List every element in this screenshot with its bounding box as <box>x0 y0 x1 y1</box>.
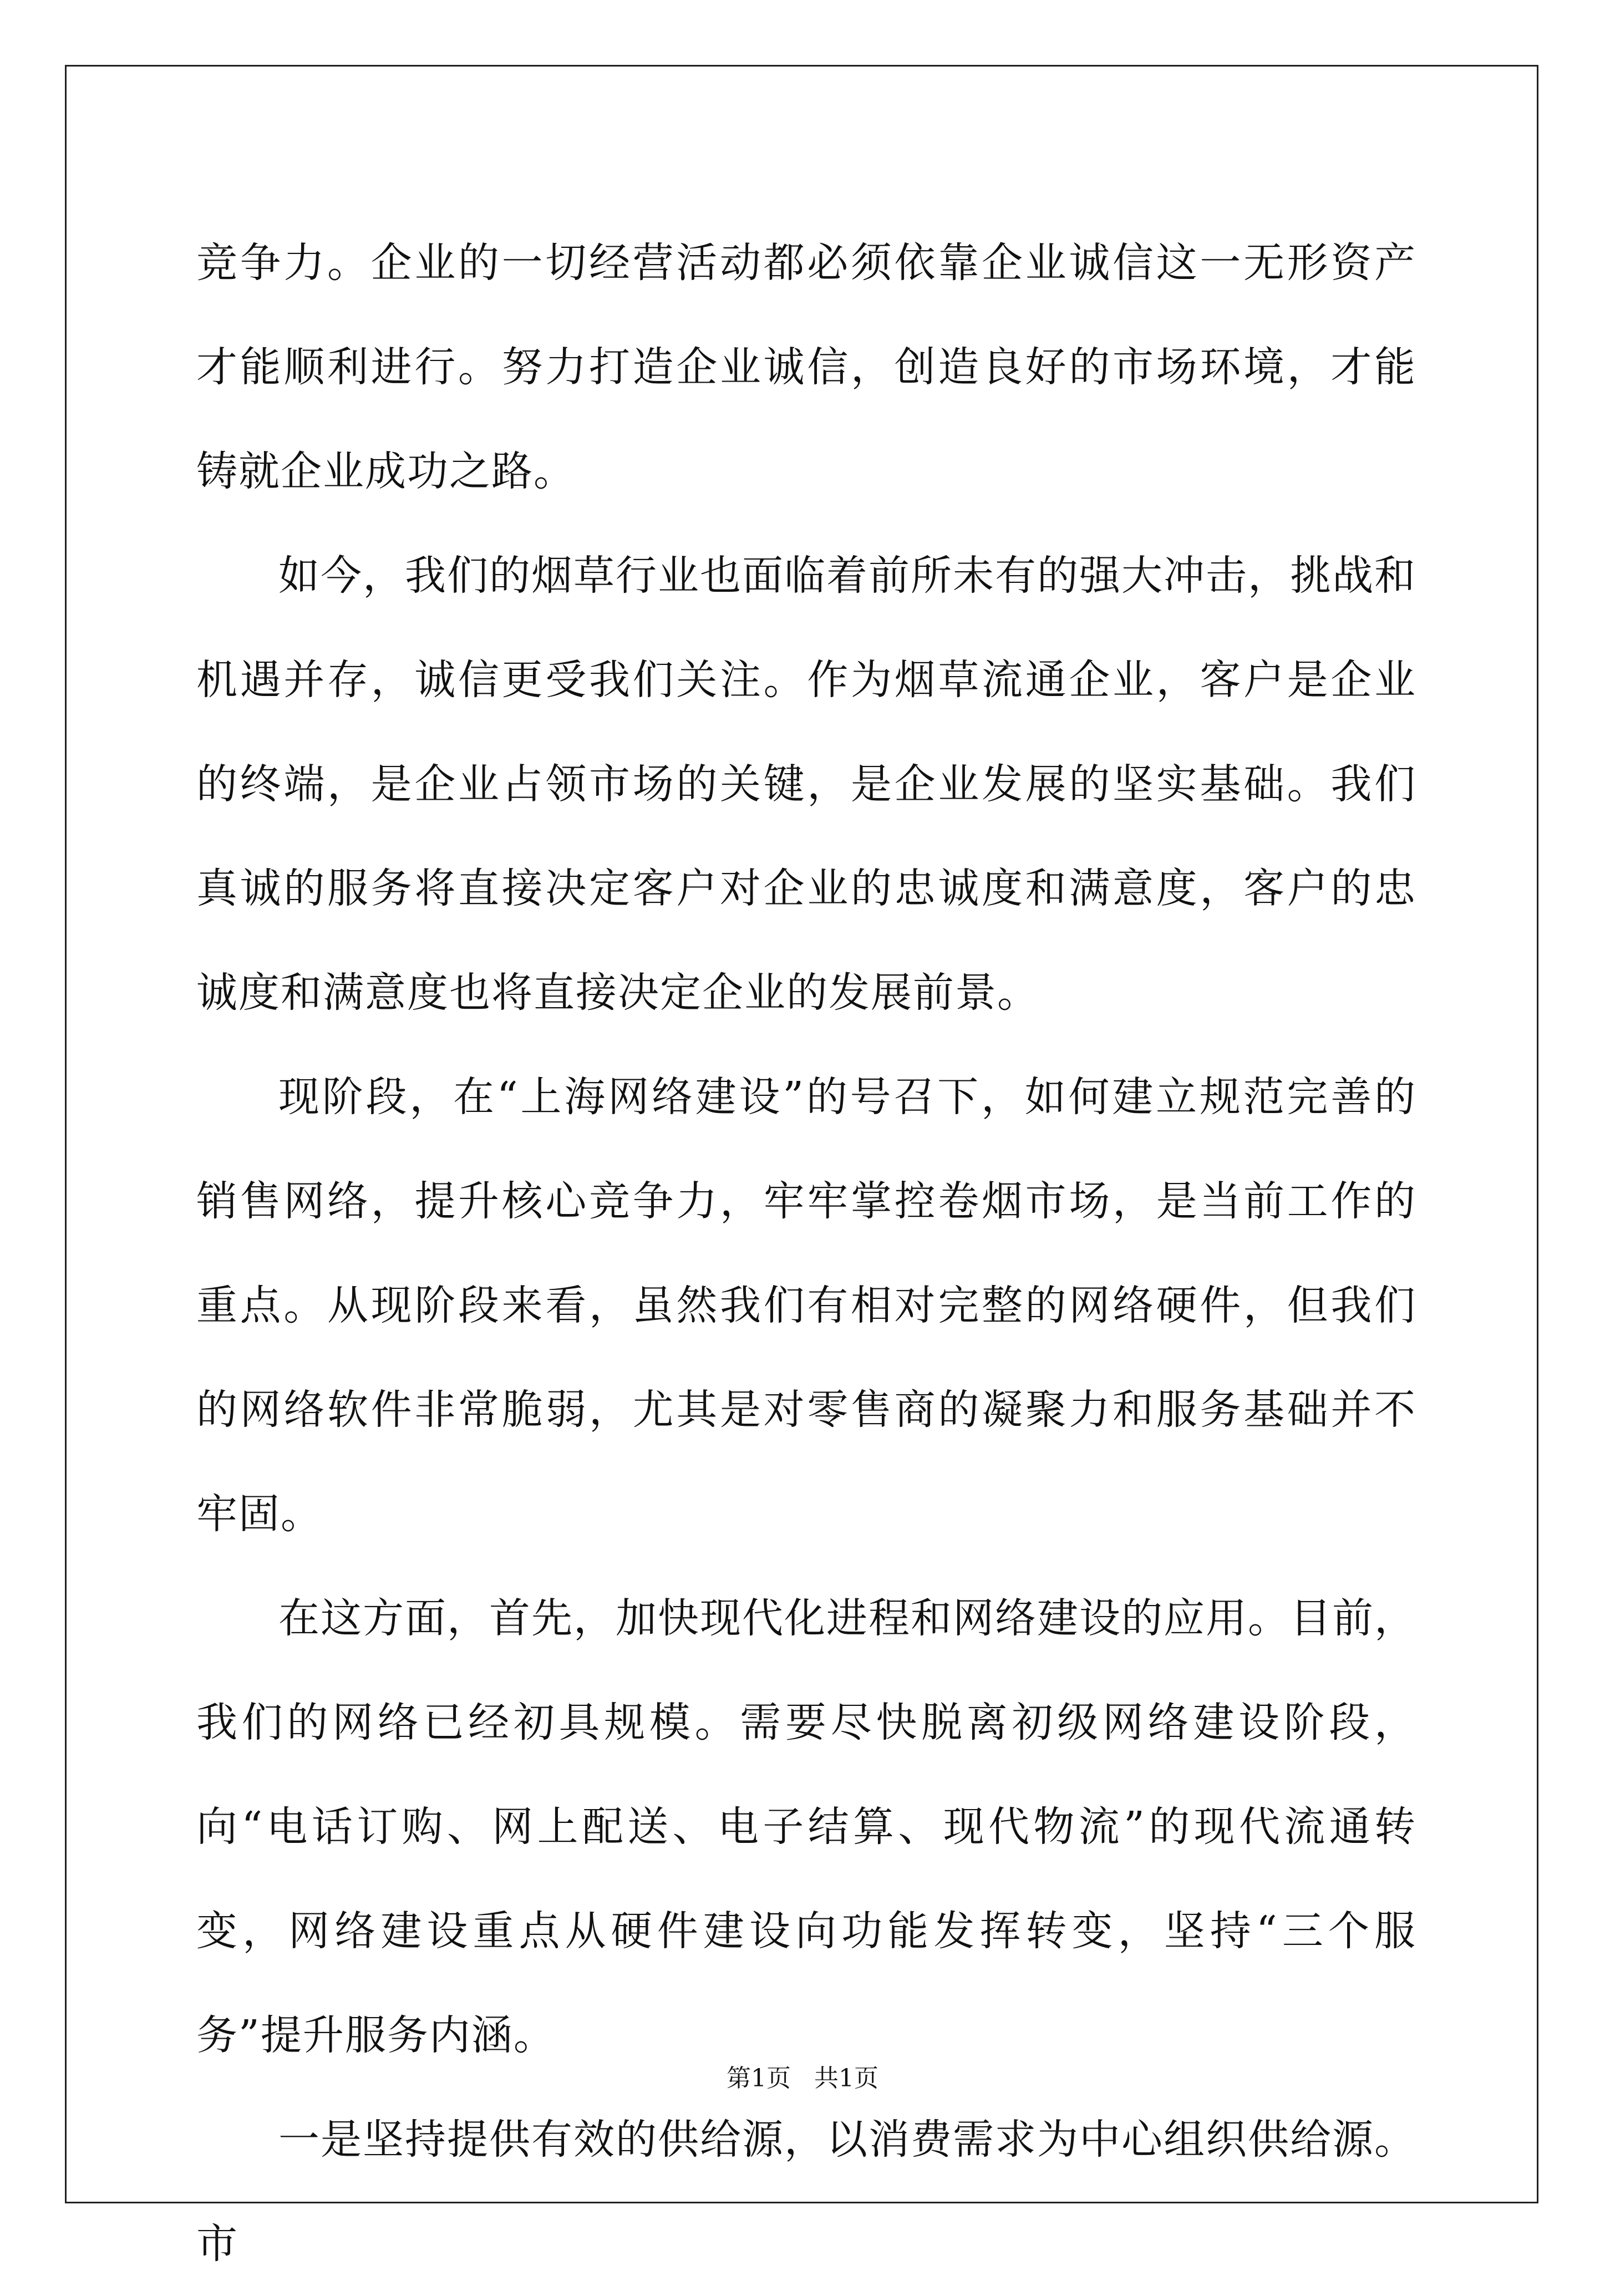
paragraph-5: 一是坚持提供有效的供给源，以消费需求为中心组织供给源。市 <box>196 2116 1416 2268</box>
page-total: 共1页 <box>814 2064 878 2092</box>
paragraph-2: 如今，我们的烟草行业也面临着前所未有的强大冲击，挑战和机遇并存，诚信更受我们关注。作为烟草流通企业，客户是企业的终端，是企业占领市场的关键，是企业发展的坚实基础。我们真诚的服务将直接决定客户对企业的忠诚度和满意度，客户的忠诚度和满意度也将直接决定企业的发展前景。 <box>196 552 1416 1017</box>
page-number: 第1页 <box>727 2064 791 2092</box>
document-body <box>196 211 1416 2296</box>
paragraph-3: 现阶段，在“上海网络建设”的号召下，如何建立规范完善的销售网络，提升核心竞争力，牢牢掌控卷烟市场，是当前工作的重点。从现阶段来看，虽然我们有相对完整的网络硬件，但我们的网络软件非常脆弱，尤其是对零售商的凝聚力和服务基础并不牢固。 <box>196 1073 1416 1538</box>
paragraph-1: 竞争力。企业的一切经营活动都必须依靠企业诚信这一无形资产才能顺利进行。努力打造企业诚信，创造良好的市场环境，才能铸就企业成功之路。 <box>196 239 1416 495</box>
page-footer <box>0 2063 1605 2094</box>
paragraph-4: 在这方面，首先，加快现代化进程和网络建设的应用。目前，我们的网络已经初具规模。需要尽快脱离初级网络建设阶段，向“电话订购、网上配送、电子结算、现代物流”的现代流通转变，网络建设重点从硬件建设向功能发挥转变，坚持“三个服务”提升服务内涵。 <box>196 1594 1416 2059</box>
